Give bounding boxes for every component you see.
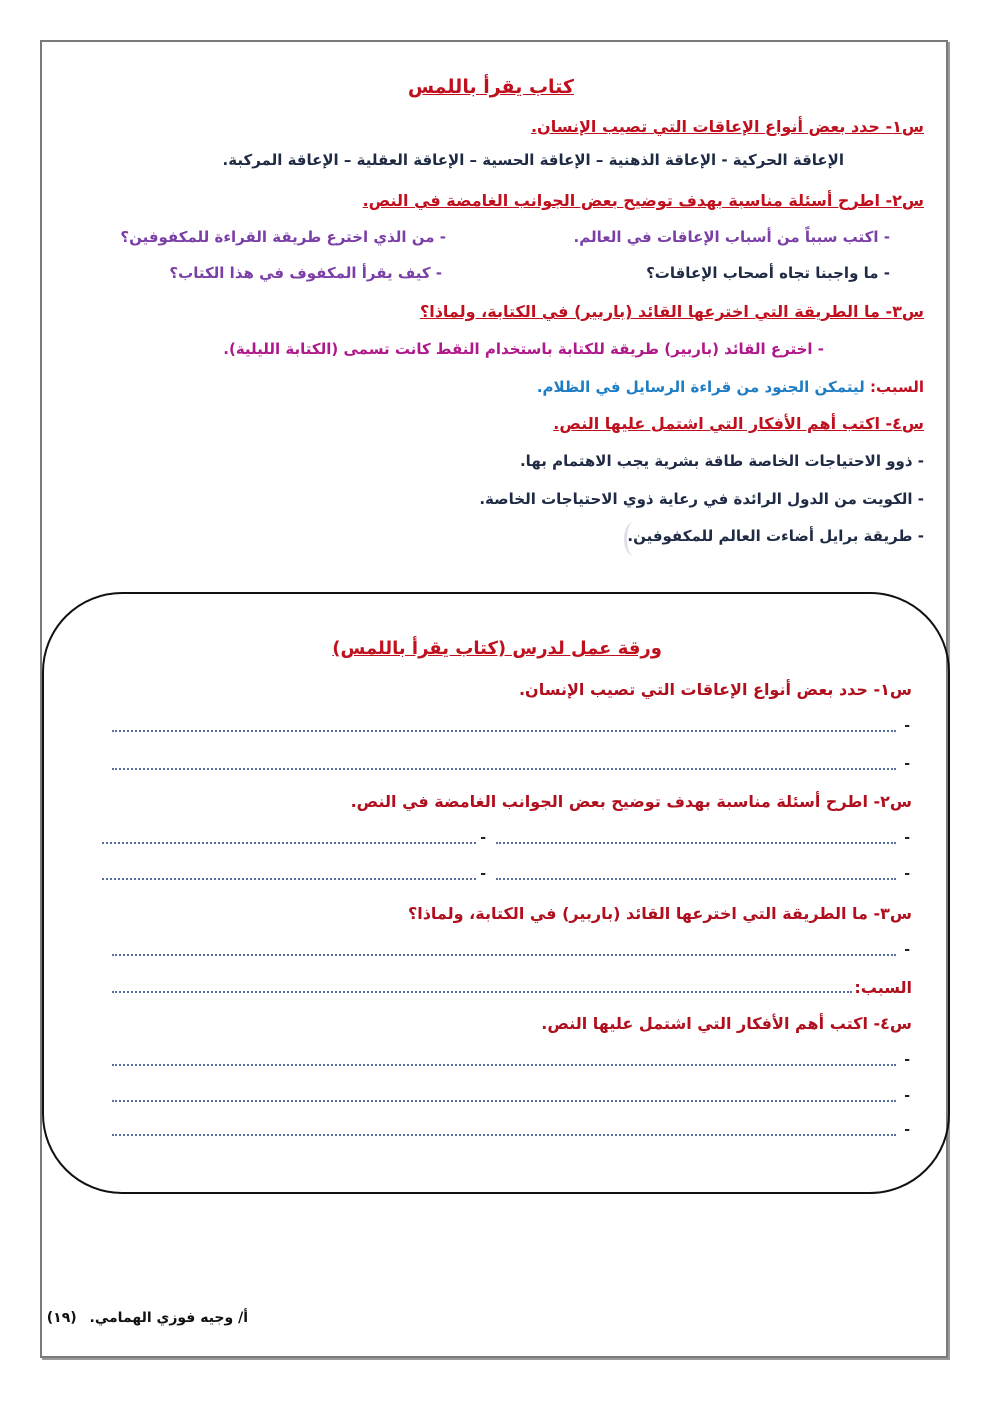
answer-line[interactable] xyxy=(496,842,896,844)
reason-label: السبب: xyxy=(869,378,924,396)
answer-4-item-1: - ذوو الاحتياجات الخاصة طاقة بشرية يجب الاهتمام بها. xyxy=(519,452,924,470)
answer-dash: - xyxy=(904,942,910,958)
answer-1: الإعاقة الحركية - الإعاقة الذهنية – الإعاقة الحسية – الإعاقة العقلية – الإعاقة المركبة. xyxy=(222,151,844,169)
answer-line[interactable] xyxy=(102,878,476,880)
answer-dash: - xyxy=(904,756,910,772)
answer-dash: - xyxy=(904,866,910,882)
answer-line[interactable] xyxy=(112,1100,896,1102)
answer-line[interactable] xyxy=(496,878,896,880)
answer-dash: - xyxy=(904,1088,910,1104)
answer-dash: - xyxy=(480,866,486,882)
footer xyxy=(47,1310,248,1326)
answer-line[interactable] xyxy=(112,954,896,956)
reason xyxy=(537,378,924,396)
scan-mark xyxy=(624,522,643,556)
question-4: س٤- اكتب أهم الأفكار التي اشتمل عليها النص. xyxy=(553,414,924,433)
worksheet-question-1: س١- حدد بعض أنواع الإعاقات التي تصيب الإنسان. xyxy=(518,680,912,699)
question-1: س١- حدد بعض أنواع الإعاقات التي تصيب الإنسان. xyxy=(530,117,924,136)
answer-3: - اخترع القائد (باربير) طريقة للكتابة باستخدام النقط كانت تسمى (الكتابة الليلية). xyxy=(223,340,824,358)
answer-2-item-2: - من الذي اخترع طريقة القراءة للمكفوفين؟ xyxy=(120,228,446,246)
worksheet-title: ورقة عمل لدرس (كتاب يقرأ باللمس) xyxy=(332,638,662,659)
worksheet-question-2: س٢- اطرح أسئلة مناسبة بهدف توضيح بعض الجوانب الغامضة في النص. xyxy=(350,792,912,811)
answer-line[interactable] xyxy=(112,768,896,770)
answer-dash: - xyxy=(904,718,910,734)
answer-dash: - xyxy=(904,1122,910,1138)
footer-author: أ/ وجيه فوزي الهمامي. xyxy=(89,1310,248,1326)
worksheet-reason-label: السبب: xyxy=(854,978,912,997)
answer-line[interactable] xyxy=(112,730,896,732)
answer-2-item-1: - اكتب سبباً من أسباب الإعاقات في العالم. xyxy=(573,228,890,246)
worksheet-question-3: س٣- ما الطريقة التي اخترعها القائد (باربير) في الكتابة، ولماذا؟ xyxy=(407,904,912,923)
answer-line[interactable] xyxy=(112,991,852,993)
answer-line[interactable] xyxy=(112,1134,896,1136)
answer-2-item-3: - ما واجبنا تجاه أصحاب الإعاقات؟ xyxy=(646,264,890,282)
worksheet-question-4: س٤- اكتب أهم الأفكار التي اشتمل عليها النص. xyxy=(541,1014,912,1033)
question-2: س٢- اطرح أسئلة مناسبة بهدف توضيح بعض الجوانب الغامضة في النص. xyxy=(362,191,924,210)
answer-line[interactable] xyxy=(102,842,476,844)
answer-4-item-2: - الكويت من الدول الرائدة في رعاية ذوي الاحتياجات الخاصة. xyxy=(479,490,924,508)
reason-text: ليتمكن الجنود من قراءة الرسايل في الظلام. xyxy=(536,378,865,396)
lesson-title: كتاب يقرأ باللمس xyxy=(407,76,574,98)
answer-4-item-3: - طريقة برايل أضاءت العالم للمكفوفين. xyxy=(627,527,924,545)
page-number: (١٩) xyxy=(46,1310,77,1326)
answer-dash: - xyxy=(904,830,910,846)
answer-line[interactable] xyxy=(112,1064,896,1066)
answer-2-item-4: - كيف يقرأ المكفوف في هذا الكتاب؟ xyxy=(169,264,442,282)
question-3: س٣- ما الطريقة التي اخترعها القائد (باربير) في الكتابة، ولماذا؟ xyxy=(419,302,924,321)
answer-dash: - xyxy=(480,830,486,846)
answer-dash: - xyxy=(904,1052,910,1068)
